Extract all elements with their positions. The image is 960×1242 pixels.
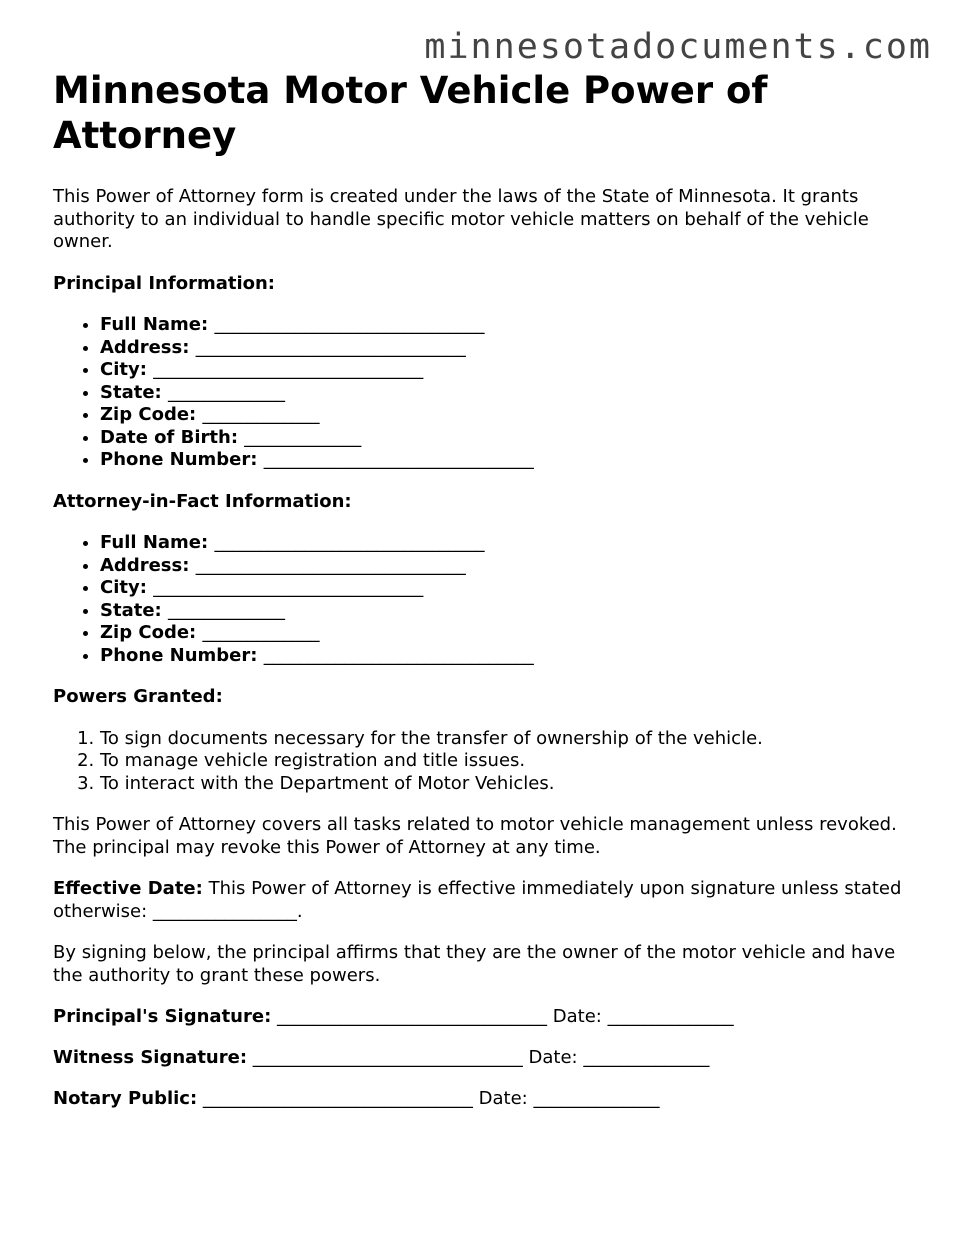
attorney-zip-field: • Zip Code: _____________ [100, 622, 913, 645]
blank-line[interactable]: ______________________________ [153, 359, 424, 380]
document-title: Minnesota Motor Vehicle Power of Attorney [53, 69, 768, 157]
blank-line[interactable]: _____________ [202, 404, 320, 425]
signature-label: Witness Signature: [53, 1047, 248, 1068]
principal-heading: Principal Information: [53, 272, 276, 294]
powers-list [53, 728, 913, 796]
effective-date-paragraph [53, 878, 913, 923]
coverage-paragraph: This Power of Attorney covers all tasks related to motor vehicle management unless revoked. The principal may revoke this Power of Attorney at any time. [53, 814, 897, 858]
principal-zip-field: • Zip Code: _____________ [100, 404, 913, 427]
blank-line[interactable]: _____________ [202, 622, 320, 643]
blank-line[interactable]: ______________________________ [263, 644, 534, 666]
blank-line[interactable]: ______________________________ [214, 532, 485, 553]
attorney-city-field: • City: ______________________________ [100, 577, 913, 600]
date-blank[interactable]: ______________ [533, 1088, 660, 1109]
notary-signature-line [53, 1088, 913, 1111]
date-blank[interactable]: ______________ [583, 1047, 710, 1068]
principal-dob-field: • Date of Birth: _____________ [100, 427, 913, 450]
blank-line[interactable]: _____________ [244, 426, 362, 448]
attorney-address-field: • Address: ______________________________ [100, 555, 913, 578]
principal-address-field: • Address: ______________________________ [100, 337, 913, 360]
principal-city-field: • City: ______________________________ [100, 359, 913, 382]
blank-line[interactable]: ______________________________ [214, 314, 485, 335]
power-item: 1. To sign documents necessary for the transfer of ownership of the vehicle. [100, 728, 913, 751]
document-page [53, 68, 913, 1111]
attorney-state-field: • State: _____________ [100, 600, 913, 623]
signature-label: Principal's Signature: [53, 1006, 272, 1027]
affirmation-paragraph: By signing below, the principal affirms that they are the owner of the motor vehicle and have the authority to grant these powers. [53, 942, 896, 986]
blank-line[interactable]: ______________________________ [195, 336, 466, 358]
principal-signature-line [53, 1006, 913, 1029]
signature-blank[interactable]: ______________________________ [202, 1088, 473, 1109]
witness-signature-line [53, 1047, 913, 1070]
blank-line[interactable]: _____________ [168, 599, 286, 621]
blank-line[interactable]: ______________________________ [195, 554, 466, 576]
date-blank[interactable]: ______________ [607, 1006, 734, 1027]
principal-phone-field: • Phone Number: ______________________________ [100, 449, 913, 472]
powers-heading: Powers Granted: [53, 686, 223, 707]
intro-paragraph: This Power of Attorney form is created under the laws of the State of Minnesota. It grants authority to an individual to handle specific motor vehicle matters on behalf of the vehicle owner. [53, 186, 869, 252]
signature-blank[interactable]: ______________________________ [252, 1047, 523, 1068]
signature-blank[interactable]: ______________________________ [277, 1006, 548, 1027]
principal-full-name-field: • Full Name: ______________________________ [100, 314, 913, 337]
effective-date-text: This Power of Attorney is effective immediately upon signature unless stated otherwise: ________________. [53, 878, 902, 922]
attorney-heading: Attorney-in-Fact Information: [53, 490, 352, 512]
attorney-full-name-field: • Full Name: ______________________________ [100, 532, 913, 555]
effective-date-label: Effective Date: [53, 878, 203, 899]
blank-line[interactable]: ______________________________ [263, 449, 534, 470]
date-label: Date: [552, 1006, 602, 1027]
blank-line[interactable]: _____________ [168, 381, 286, 403]
attorney-phone-field: • Phone Number: ______________________________ [100, 645, 913, 668]
power-item: 2. To manage vehicle registration and title issues. [100, 750, 913, 773]
date-label: Date: [478, 1088, 528, 1109]
principal-state-field: • State: _____________ [100, 382, 913, 405]
blank-line[interactable]: ______________________________ [153, 577, 424, 598]
watermark: minnesotadocuments.com [424, 27, 932, 67]
signature-label: Notary Public: [53, 1088, 198, 1109]
date-label: Date: [528, 1047, 578, 1068]
power-item: 3. To interact with the Department of Motor Vehicles. [100, 773, 913, 796]
attorney-fields [53, 532, 913, 667]
principal-fields [53, 314, 913, 472]
